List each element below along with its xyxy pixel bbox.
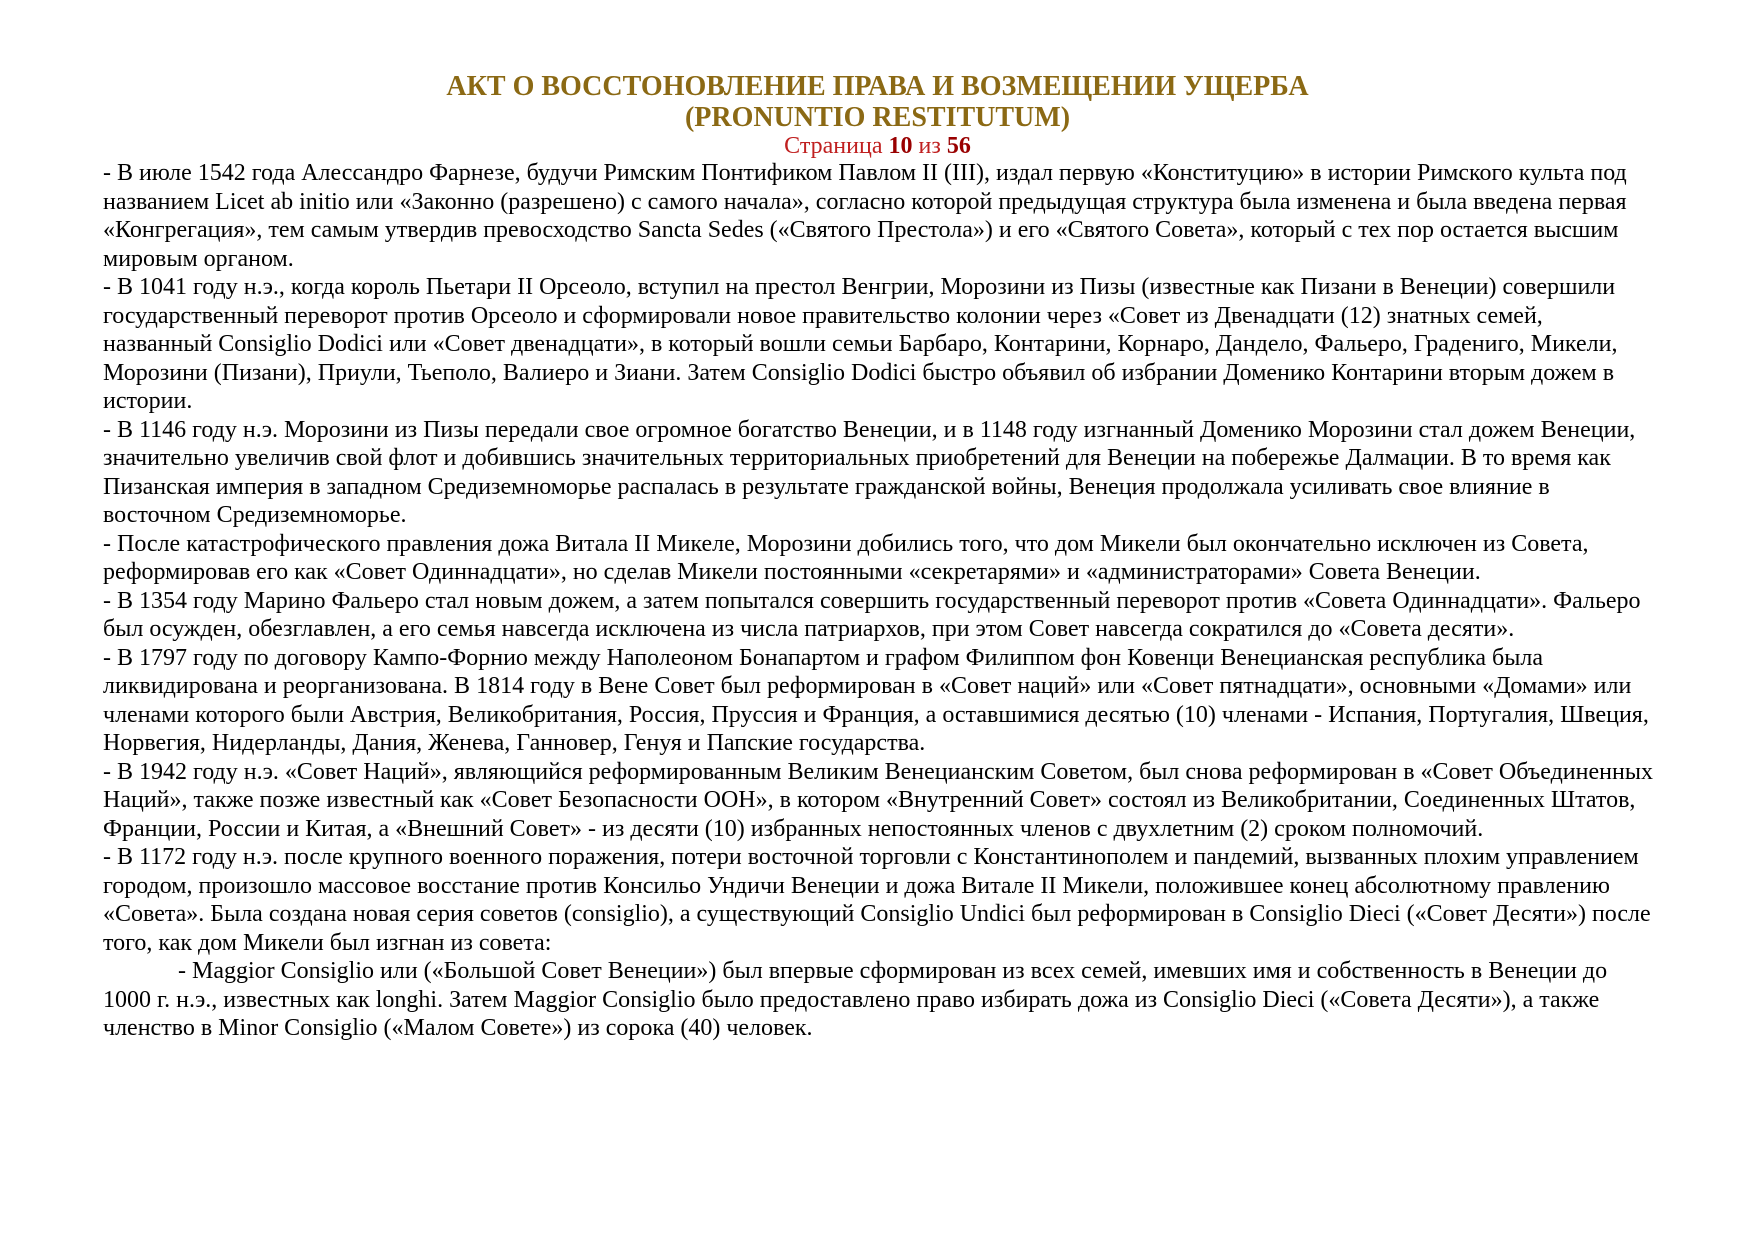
body-paragraph: - В 1942 году н.э. «Совет Наций», являющийся реформированным Великим Венецианским Советом, был снова реформирован в «Совет Объединенных Наций», также позже известный как «Совет Безопасности ООН», в котором «Внутренний Совет» состоял из Великобритании, Соединенных Штатов, Франции, России и Китая, а «Внешний Совет» - из десяти (10) избранных непостоянных членов с двухлетним (2) сроком полномочий. xyxy=(103,758,1653,842)
document-body xyxy=(0,159,1755,1043)
body-paragraph: - В 1797 году по договору Кампо-Форнио между Наполеоном Бонапартом и графом Филиппом фон Ковенци Венецианская республика была ликвидирована и реорганизована. В 1814 году в Вене Совет был реформирован в «Совет наций» или «Совет пятнадцати», основными «Домами» или членами которого были Австрия, Великобритания, Россия, Пруссия и Франция, а оставшимися десятью (10) членами - Испания, Португалия, Швеция, Норвегия, Нидерланды, Дания, Женева, Ганновер, Генуя и Папские государства. xyxy=(103,644,1649,756)
body-paragraph: - В 1354 году Марино Фальеро стал новым дожем, а затем попытался совершить государственный переворот против «Совета Одиннадцати». Фальеро был осужден, обезглавлен, а его семья навсегда исключена из числа патриархов, при этом Совет навсегда сократился до «Совета десяти». xyxy=(103,587,1641,642)
page-indicator-label: Страница xyxy=(784,133,883,159)
page-number-current: 10 xyxy=(888,133,913,159)
page-indicator xyxy=(0,133,1755,159)
body-paragraph: - В 1146 году н.э. Морозини из Пизы передали свое огромное богатство Венеции, и в 1148 году изгнанный Доменико Морозини стал дожем Венеции, значительно увеличив свой флот и добившись значительных территориальных приобретений для Венеции на побережье Далмации. В то время как Пизанская империя в западном Средиземноморье распалась в результате гражданской войны, Венеция продолжала усиливать свое влияние в восточном Средиземноморье. xyxy=(103,416,1636,528)
body-paragraph: - После катастрофического правления дожа Витала II Микеле, Морозини добились того, что дом Микели был окончательно исключен из Совета, реформировав его как «Совет Одиннадцати», но сделав Микели постоянными «секретарями» и «администраторами» Совета Венеции. xyxy=(103,530,1589,585)
body-paragraph: - В июле 1542 года Алессандро Фарнезе, будучи Римским Понтификом Павлом II (III), издал первую «Конституцию» в истории Римского культа под названием Licet ab initio или «Законно (разрешено) с самого начала», согласно которой предыдущая структура была изменена и была введена первая «Конгрегация», тем самым утвердив превосходство Sancta Sedes («Святого Престола») и его «Святого Совета», который с тех пор остается высшим мировым органом. xyxy=(103,160,1627,272)
document-title: АКТ О ВОССТОНОВЛЕНИЕ ПРАВА И ВОЗМЕЩЕНИИ УЩЕРБА xyxy=(446,71,1309,102)
page-number-total: 56 xyxy=(946,133,971,159)
body-paragraph: - В 1172 году н.э. после крупного военного поражения, потери восточной торговли с Константинополем и пандемий, вызванных плохим управлением городом, произошло массовое восстание против Консильо Ундичи Венеции и дожа Витале II Микели, положившее конец абсолютному правлению «Совета». Была создана новая серия советов (consiglio), а существующий Consiglio Undici был реформирован в Consiglio Dieci («Совет Десяти») после того, как дом Микели был изгнан из совета: xyxy=(103,844,1651,956)
page-indicator-of-label: из xyxy=(918,133,941,159)
body-paragraph: - Maggior Consiglio или («Большой Совет Венеции») был впервые сформирован из всех семей, имевших имя и собственность в Венеции до 1000 г. н.э., известных как longhi. Затем Maggior Consiglio было предоставлено право избирать дожа из Consiglio Dieci («Совета Десяти»), а также членство в Minor Consiglio («Малом Совете») из сорока (40) человек. xyxy=(103,958,1608,1041)
document-subtitle: (PRONUNTIO RESTITUTUM) xyxy=(684,102,1071,133)
document-header xyxy=(0,70,1755,159)
body-paragraph: - В 1041 году н.э., когда король Пьетари II Орсеоло, вступил на престол Венгрии, Морозини из Пизы (известные как Пизани в Венеции) совершили государственный переворот против Орсеоло и сформировали новое правительство колонии через «Совет из Двенадцати (12) знатных семей, названный Consiglio Dodici или «Совет двенадцати», в который вошли семьи Барбаро, Контарини, Корнаро, Дандело, Фальеро, Градениго, Микели, Морозини (Пизани), Приули, Тьеполо, Валиеро и Зиани. Затем Consiglio Dodici быстро объявил об избрании Доменико Контарини вторым дожем в истории. xyxy=(103,274,1618,414)
